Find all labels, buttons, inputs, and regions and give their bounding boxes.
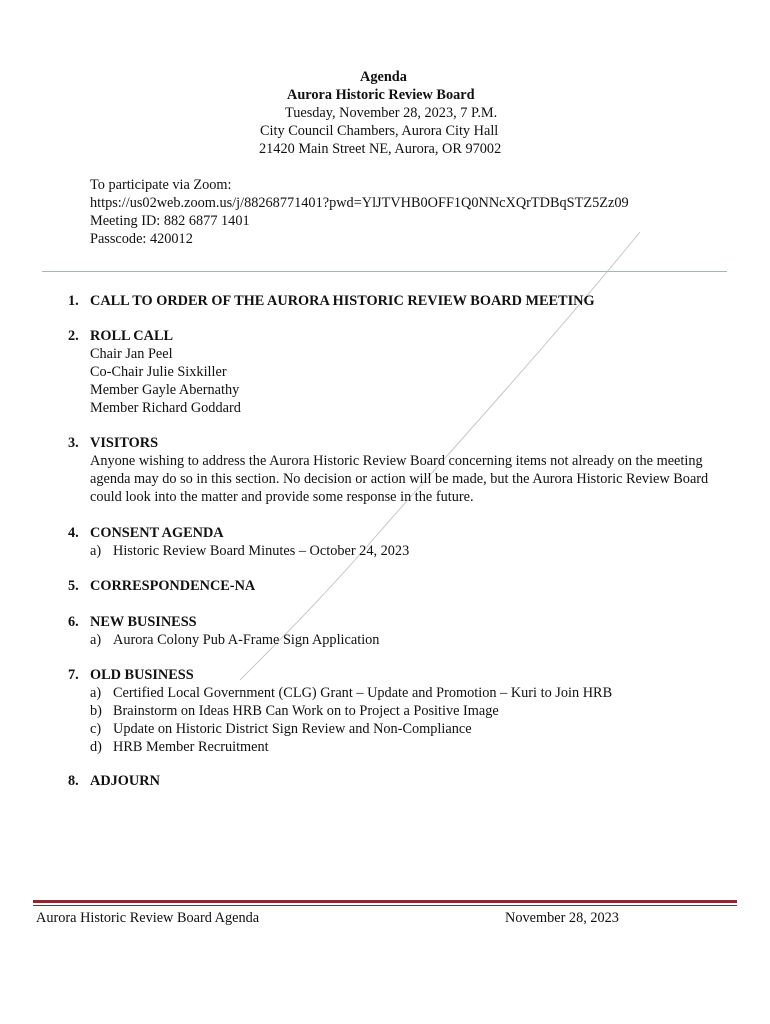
sub-item-letter: a)	[90, 685, 102, 701]
footer-divider-thick	[33, 900, 737, 903]
board-name: Aurora Historic Review Board	[287, 87, 475, 103]
item-number: 5.	[68, 578, 79, 594]
roll-call-member: Member Richard Goddard	[90, 400, 241, 416]
sub-item	[90, 738, 708, 756]
agenda-title: Agenda	[360, 69, 407, 85]
sub-item	[90, 542, 708, 560]
sub-item	[90, 684, 708, 702]
footer-divider-thin	[33, 905, 737, 906]
meeting-date: Tuesday, November 28, 2023, 7 P.M.	[285, 105, 498, 121]
sub-item-text: Historic Review Board Minutes – October 24, 2023	[113, 543, 410, 559]
roll-call-member: Co-Chair Julie Sixkiller	[90, 364, 227, 380]
sub-item-text: Aurora Colony Pub A-Frame Sign Application	[113, 632, 380, 648]
zoom-meeting-id: Meeting ID: 882 6877 1401	[90, 213, 250, 229]
agenda-item-7	[68, 666, 708, 756]
sub-item-letter: a)	[90, 632, 102, 648]
sub-item	[90, 720, 708, 738]
sub-item-text: Update on Historic District Sign Review and Non-Compliance	[113, 721, 472, 737]
sub-item-letter: b)	[90, 703, 102, 719]
zoom-passcode: Passcode: 420012	[90, 231, 193, 247]
footer-date: November 28, 2023	[505, 910, 619, 926]
sub-item-text: Certified Local Government (CLG) Grant – Update and Promotion – Kuri to Join HRB	[113, 685, 613, 701]
agenda-item-2	[68, 327, 708, 417]
meeting-address: 21420 Main Street NE, Aurora, OR 97002	[259, 141, 502, 157]
item-heading: ROLL CALL	[90, 328, 174, 344]
meeting-location: City Council Chambers, Aurora City Hall	[260, 123, 499, 139]
item-number: 8.	[68, 773, 79, 789]
agenda-item-5	[68, 577, 708, 595]
agenda-item-3	[68, 434, 708, 506]
item-heading: VISITORS	[90, 435, 159, 451]
zoom-intro: To participate via Zoom:	[90, 177, 232, 193]
agenda-item-6	[68, 613, 708, 649]
sub-item	[90, 702, 708, 720]
zoom-info	[90, 176, 629, 248]
zoom-link[interactable]: https://us02web.zoom.us/j/88268771401?pwd=YlJTVHB0OFF1Q0NNcXQrTDBqSTZ5Zz09	[90, 195, 629, 211]
footer-title: Aurora Historic Review Board Agenda	[36, 910, 260, 926]
item-heading: CALL TO ORDER OF THE AURORA HISTORIC REVIEW BOARD MEETING	[90, 293, 595, 309]
header-divider	[42, 271, 727, 272]
sub-item	[90, 631, 708, 649]
sub-item-text: Brainstorm on Ideas HRB Can Work on to Project a Positive Image	[113, 703, 499, 719]
item-number: 6.	[68, 614, 79, 630]
item-heading: OLD BUSINESS	[90, 667, 194, 683]
roll-call-member: Member Gayle Abernathy	[90, 382, 240, 398]
sub-item-letter: c)	[90, 721, 102, 737]
item-number: 4.	[68, 525, 79, 541]
agenda-item-4	[68, 524, 708, 560]
agenda-item-8	[68, 772, 708, 790]
roll-call-member: Chair Jan Peel	[90, 346, 173, 362]
sub-item-text: HRB Member Recruitment	[113, 739, 269, 755]
sub-item-letter: a)	[90, 543, 102, 559]
item-number: 3.	[68, 435, 79, 451]
item-heading: ADJOURN	[90, 773, 160, 789]
item-heading: CORRESPONDENCE-NA	[90, 578, 256, 594]
agenda-item-1	[68, 292, 708, 310]
visitors-description: Anyone wishing to address the Aurora Historic Review Board concerning items not already on the meeting agenda may do so in this section. No decision or action will be made, but the Aurora Historic Review Board could look into the matter and provide some response in the future.	[90, 453, 709, 505]
item-heading: CONSENT AGENDA	[90, 525, 224, 541]
item-heading: NEW BUSINESS	[90, 614, 197, 630]
item-number: 7.	[68, 667, 79, 683]
sub-item-letter: d)	[90, 739, 102, 755]
item-number: 2.	[68, 328, 79, 344]
item-number: 1.	[68, 293, 79, 309]
